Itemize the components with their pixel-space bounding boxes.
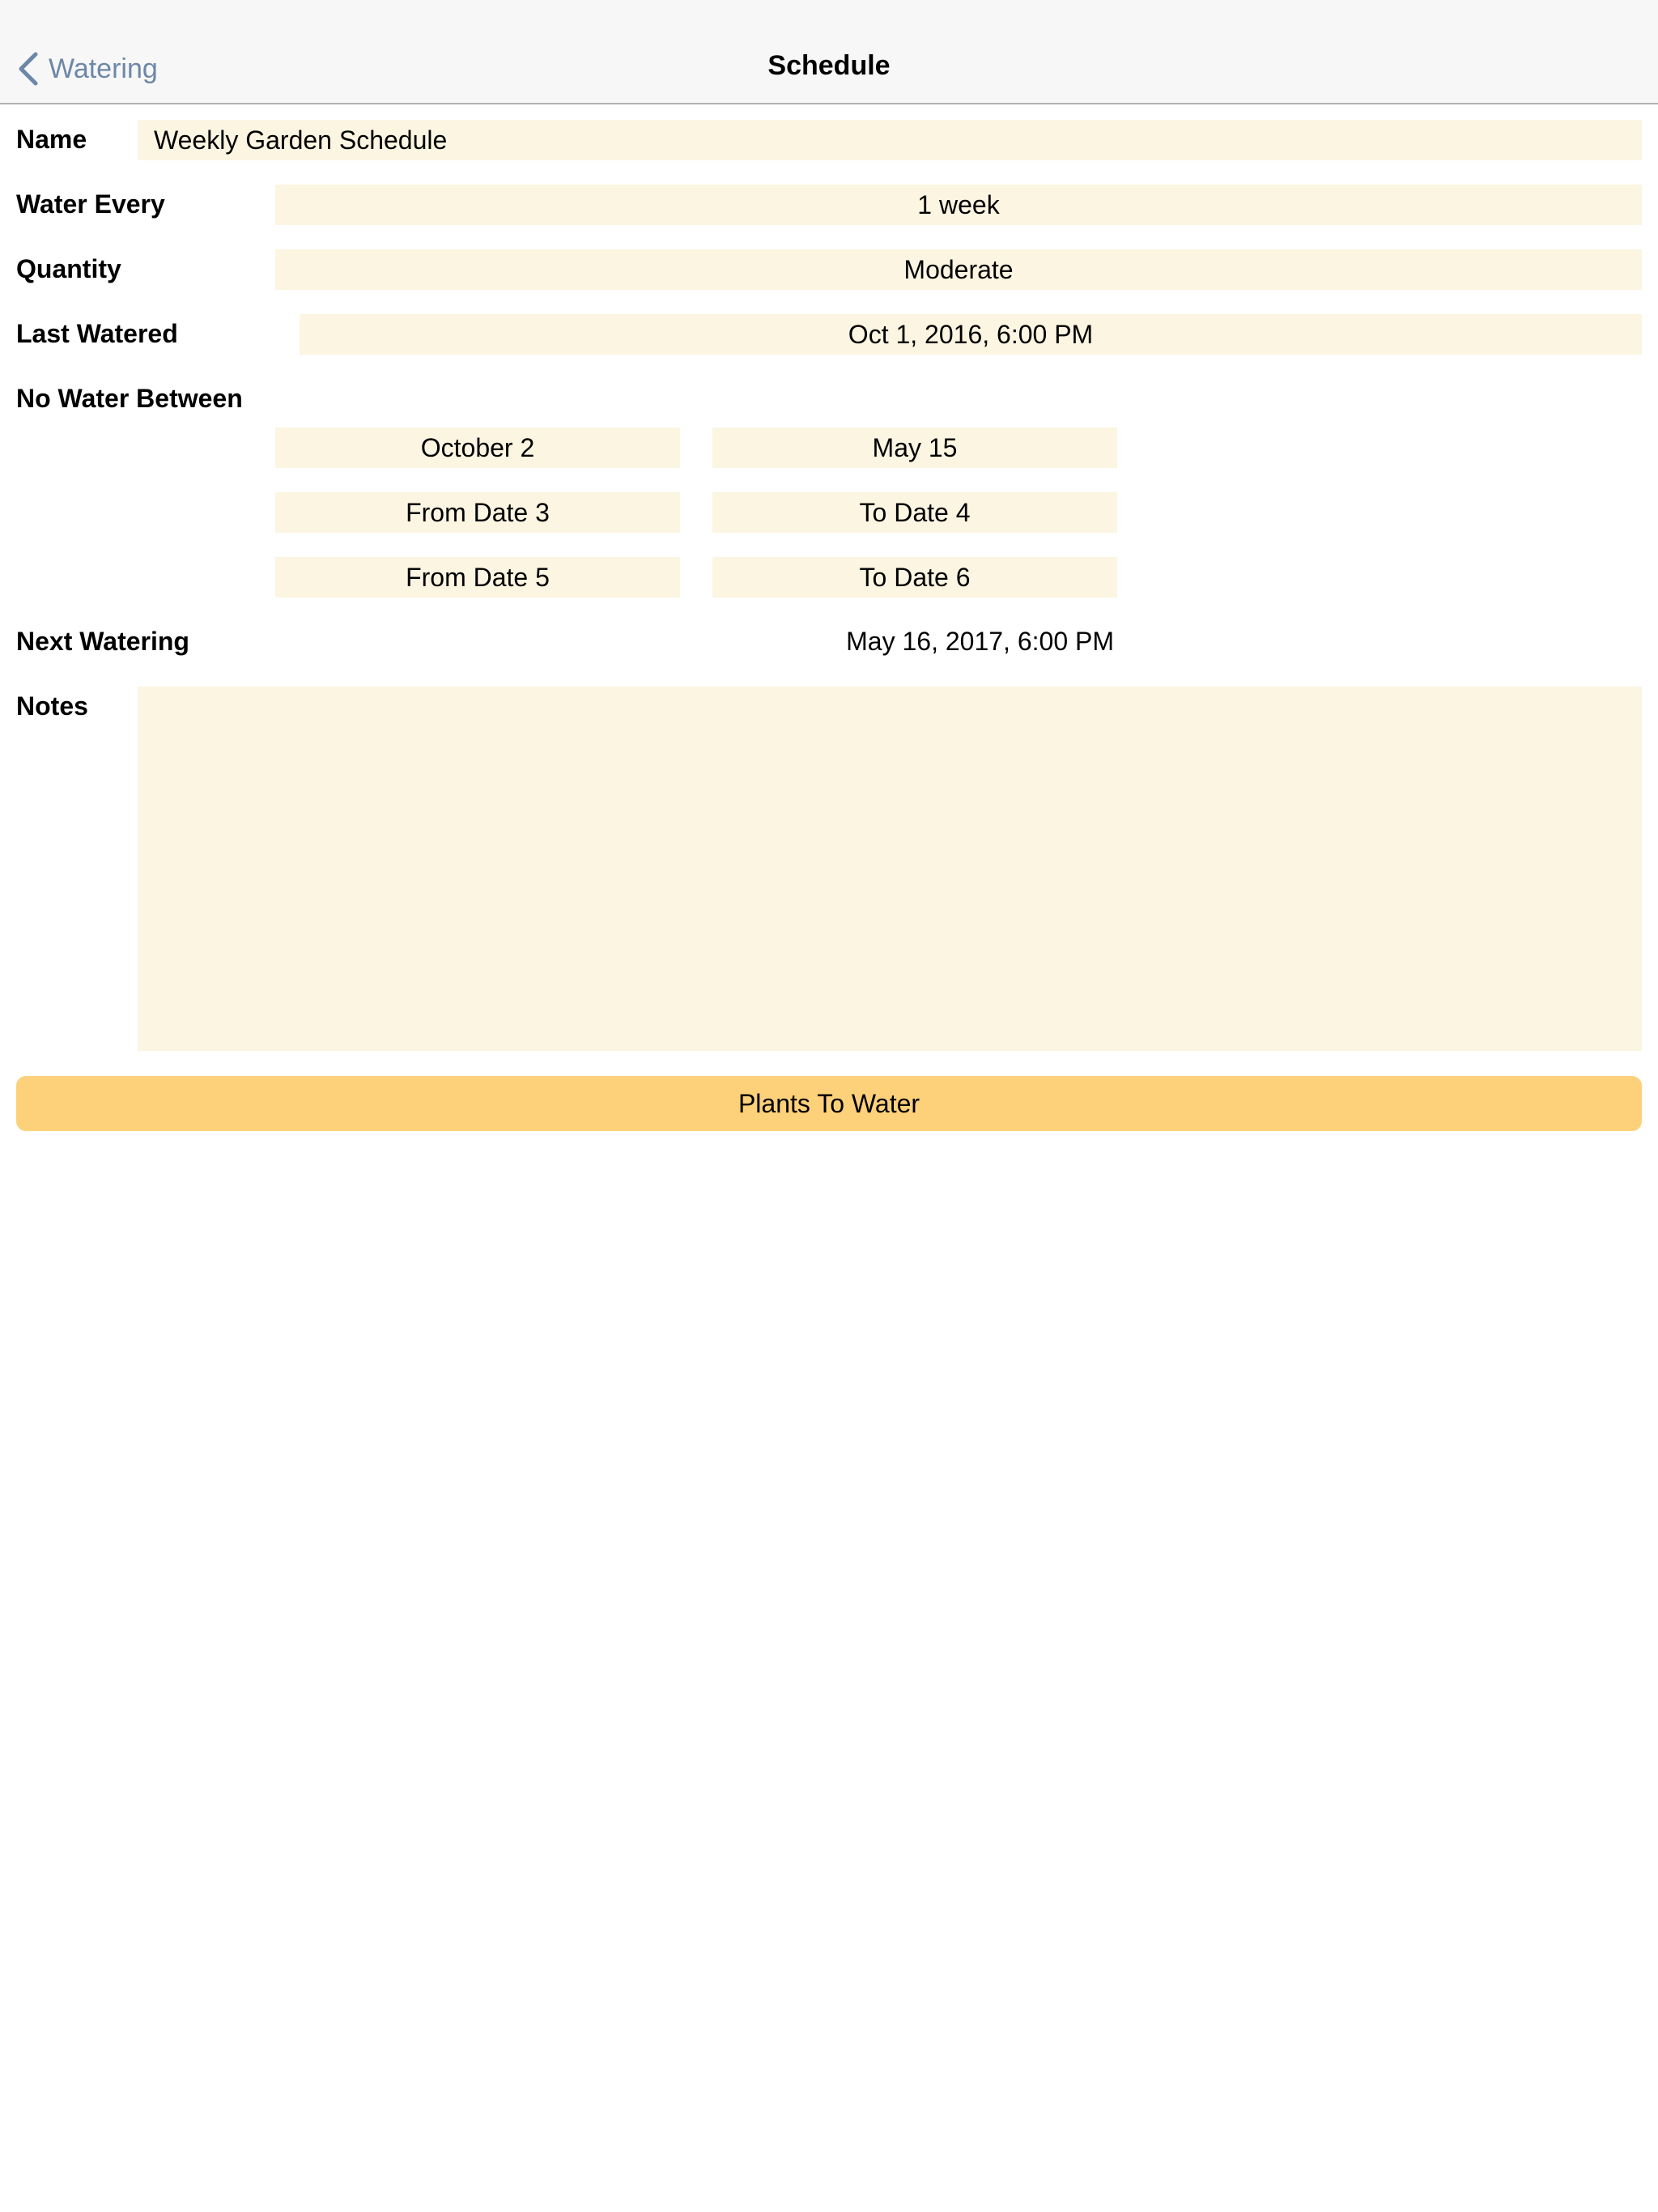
no-water-from-date-1[interactable]: October 2 [275, 428, 680, 468]
no-water-between-label: No Water Between [16, 384, 243, 413]
last-watered-label: Last Watered [16, 319, 178, 348]
notes-label: Notes [16, 691, 88, 721]
next-watering-value: May 16, 2017, 6:00 PM [846, 627, 1114, 656]
no-water-from-date-3[interactable]: From Date 5 [275, 557, 680, 598]
water-every-label: Water Every [16, 189, 165, 219]
no-water-to-date-1[interactable]: May 15 [712, 428, 1117, 468]
notes-textarea[interactable] [138, 687, 1642, 1051]
quantity-label: Quantity [16, 254, 121, 283]
no-water-to-date-3[interactable]: To Date 6 [712, 557, 1117, 598]
quantity-field[interactable]: Moderate [275, 249, 1642, 290]
next-watering-label: Next Watering [16, 627, 189, 656]
page-title: Schedule [767, 50, 891, 81]
no-water-to-date-2[interactable]: To Date 4 [712, 492, 1117, 533]
name-field[interactable]: Weekly Garden Schedule [138, 120, 1642, 160]
name-label: Name [16, 125, 87, 154]
water-every-field[interactable]: 1 week [275, 185, 1642, 225]
navigation-bar [0, 0, 1658, 104]
last-watered-field[interactable]: Oct 1, 2016, 6:00 PM [300, 314, 1642, 355]
back-button-label: Watering [49, 53, 158, 84]
plants-to-water-button[interactable]: Plants To Water [16, 1076, 1642, 1131]
no-water-from-date-2[interactable]: From Date 3 [275, 492, 680, 533]
